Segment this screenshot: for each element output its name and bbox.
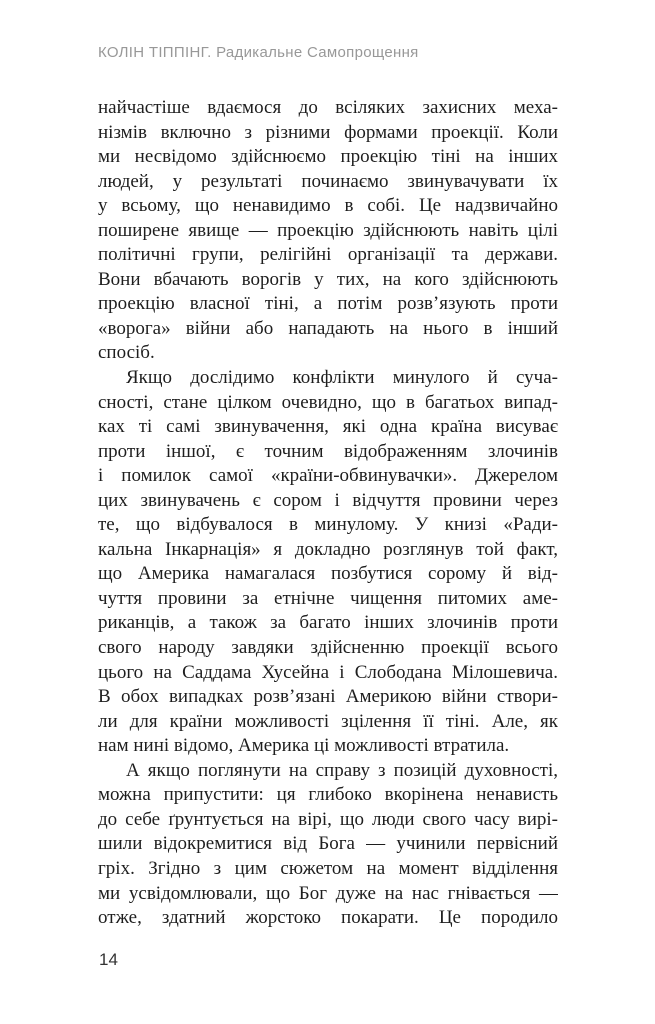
text-line: нізмів включно з різними формами проекції. Коли — [98, 121, 558, 143]
text-line: ли для країни можливості зцілення її тіні. Але, як — [98, 710, 558, 732]
text-line: «ворога» війни або нападають на нього в інший — [98, 317, 558, 339]
text-line: і помилок самої «країни-обвинувачки». Джерелом — [98, 465, 558, 487]
text-line: до себе ґрунтується на вірі, що люди свого часу вирі- — [98, 808, 558, 830]
text-line: те, що відбувалося в минулому. У книзі «Ради- — [98, 514, 558, 536]
text-line: найчастіше вдаємося до всіляких захисних меха- — [98, 97, 558, 118]
text-line: ках ті самі звинувачення, які одна країна висуває — [98, 416, 558, 438]
text-line: людей, у результаті починаємо звинувачувати їх — [98, 170, 558, 192]
text-line: у всьому, що ненавидимо в собі. Це надзвичайно — [98, 195, 558, 217]
text-line: свого народу завдяки здійсненню проекції всього — [98, 637, 558, 659]
text-line: ми усвідомлювали, що Бог дуже на нас гнівається — — [98, 882, 558, 904]
body-text — [98, 96, 558, 931]
text-line: Якщо дослідимо конфлікти минулого й суча- — [126, 367, 558, 389]
text-line: гріх. Згідно з цим сюжетом на момент відділення — [98, 857, 558, 879]
text-line: сності, стане цілком очевидно, що в багатьох випад- — [98, 391, 558, 413]
paragraph — [98, 759, 558, 931]
text-line: кальна Інкарнація» я докладно розглянув той факт, — [98, 538, 558, 560]
text-line: отже, здатний жорстоко покарати. Це породило — [98, 907, 558, 929]
text-line: проекцію власної тіні, а потім розв’язують проти — [98, 293, 558, 315]
text-line: ми несвідомо здійснюємо проекцію тіні на інших — [98, 146, 558, 168]
text-line: поширене явище — проекцію здійснюють навіть цілі — [98, 219, 558, 241]
running-header: КОЛІН ТІППІНГ. Радикальне Самопрощення — [98, 44, 419, 61]
paragraph — [98, 366, 558, 759]
text-line: можна припустити: ця глибоко вкорінена ненависть — [98, 784, 558, 806]
text-line: політичні групи, релігійні організації та держави. — [98, 244, 558, 266]
text-line: цих звинувачень є сором і відчуття провини через — [98, 489, 558, 511]
text-line: А якщо поглянути на справу з позицій духовності, — [126, 759, 558, 781]
text-line: нам нині відомо, Америка ці можливості втратила. — [98, 735, 510, 757]
text-line: риканців, а також за багато інших злочинів проти — [98, 612, 558, 634]
text-line: цього на Саддама Хусейна і Слободана Мілошевича. — [98, 661, 558, 683]
text-line: В обох випадках розв’язані Америкою війни створи- — [98, 686, 558, 708]
text-line: чуття провини за етнічне чищення питомих аме- — [98, 587, 558, 609]
paragraph — [98, 96, 558, 366]
text-line: шили відокремитися від Бога — учинили первісний — [98, 833, 558, 855]
text-line: спосіб. — [98, 342, 155, 364]
text-line: проти іншої, є точним відображенням злочинів — [98, 440, 558, 462]
page-number: 14 — [99, 950, 118, 969]
text-line: що Америка намагалася позбутися сорому й від- — [98, 563, 558, 585]
text-line: Вони вбачають ворогів у тих, на кого здійснюють — [98, 268, 558, 290]
